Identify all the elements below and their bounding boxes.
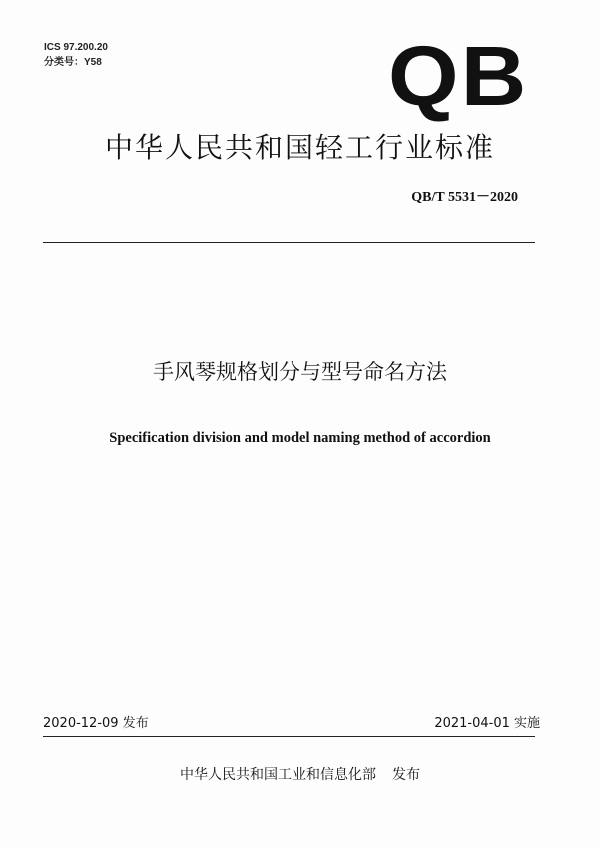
standard-number: QB/T 5531－2020: [411, 190, 518, 205]
publisher-name: 中华人民共和国工业和信息化部: [180, 767, 376, 783]
category-code: 分类号：Y58: [44, 57, 102, 68]
ics-code: ICS 97.200.20: [44, 42, 108, 53]
qb-logo: QB: [388, 29, 529, 123]
header-divider: [43, 242, 535, 243]
publish-action: 发布: [392, 767, 420, 783]
issue-date: 2020-12-09 发布: [43, 716, 149, 731]
classification-block: [44, 40, 108, 70]
footer-divider: [43, 736, 535, 737]
document-title-english: Specification division and model naming method of accordion: [109, 430, 491, 446]
implementation-date: 2021-04-01 实施: [434, 716, 540, 731]
document-title-chinese: 手风琴规格划分与型号命名方法: [153, 360, 447, 384]
publisher-line: [0, 764, 600, 784]
standard-type-heading: 中华人民共和国轻工行业标准: [104, 131, 495, 164]
